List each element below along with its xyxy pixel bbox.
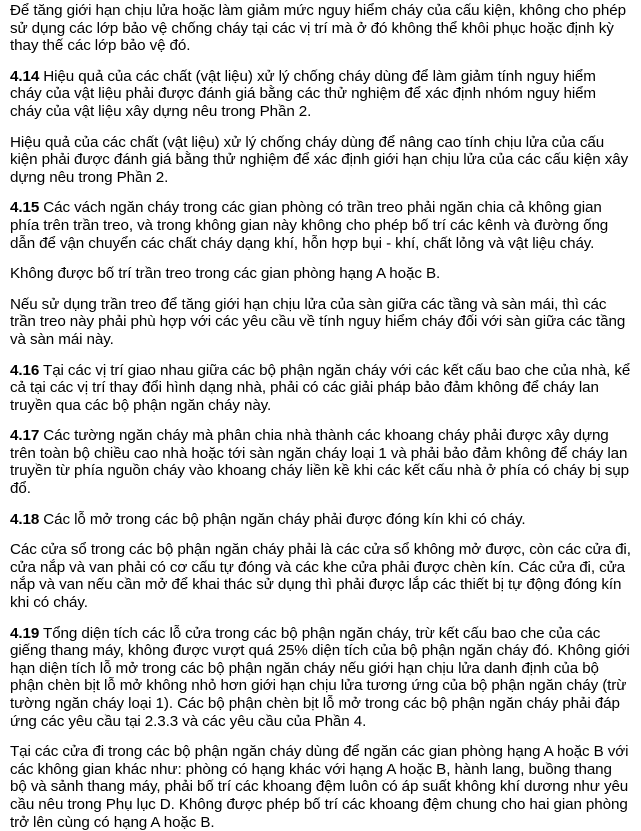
clause-number: 4.16 <box>10 361 40 379</box>
paragraph-text: Các tường ngăn cháy mà phân chia nhà thành các khoang cháy phải được xây dựng trên toàn bộ chiều cao nhà hoặc tới sàn ngăn cháy loại 1 và phải bảo đảm không để cháy lan truyền từ phía nguồn cháy vào khoang cháy liền kề khi các kết cấu nhà ở phía có cháy bị sụp đổ. <box>10 427 629 498</box>
paragraph-4-15 <box>10 199 631 252</box>
paragraph-4-17 <box>10 427 631 497</box>
paragraph-4-19 <box>10 625 631 731</box>
paragraph-text: Các vách ngăn cháy trong các gian phòng có trần treo phải ngăn chia cả không gian phía trên trần treo, và trong không gian này không cho phép bố trí các kênh và đường ống dẫn để vận chuyển các chất cháy dạng khí, hỗn hợp bụi - khí, chất lỏng và vật liệu cháy. <box>10 199 609 252</box>
paragraph-text: Không được bố trí trần treo trong các gian phòng hạng A hoặc B. <box>10 265 441 283</box>
paragraph-12 <box>10 743 631 831</box>
paragraph-4-14 <box>10 68 631 121</box>
paragraph-4-16 <box>10 362 631 415</box>
paragraph-text: Tổng diện tích các lỗ cửa trong các bộ phận ngăn cháy, trừ kết cấu bao che của các giếng thang máy, không được vượt quá 25% diện tích của bộ phận ngăn cháy đó. Không giới hạn diện tích lỗ mở trong các bộ phận ngăn cháy nếu giới hạn chịu lửa danh định của bộ phận chèn bịt lỗ mở không nhỏ hơn giới hạn chịu lửa tương ứng của bộ phận ngăn cháy (trừ tường ngăn cháy loại 1). Các bộ phận chèn bịt lỗ mở trong các bộ phận ngăn cháy phải đáp ứng các yêu cầu tại 2.3.3 và các yêu cầu của Phần 4. <box>10 624 630 730</box>
clause-number: 4.18 <box>10 510 40 528</box>
paragraph-text: Hiệu quả của các chất (vật liệu) xử lý chống cháy dùng để nâng cao tính chịu lửa của cấu kiện phải được đánh giá bằng thử nghiệm để xác định giới hạn chịu lửa của các cấu kiện xây dựng nêu trong Phần 2. <box>10 133 629 186</box>
paragraph-6 <box>10 296 631 349</box>
paragraph-text: Các cửa sổ trong các bộ phận ngăn cháy phải là các cửa sổ không mở được, còn các cửa đi, cửa nắp và van phải có cơ cấu tự đóng và các khe cửa phải được chèn kín. Các cửa đi, cửa nắp và van nếu cần mở để khai thác sử dụng thì phải được lắp các thiết bị tự động đóng kín khi có cháy. <box>10 541 631 612</box>
clause-number: 4.15 <box>10 199 40 217</box>
paragraph-1 <box>10 2 631 55</box>
clause-number: 4.17 <box>10 427 40 445</box>
paragraph-text: Các lỗ mở trong các bộ phận ngăn cháy phải được đóng kín khi có cháy. <box>39 510 526 528</box>
paragraph-text: Nếu sử dụng trần treo để tăng giới hạn chịu lửa của sàn giữa các tầng và sàn mái, thì các trần treo này phải phù hợp với các yêu cầu về tính nguy hiểm cháy đối với sàn giữa các tầng và sàn mái này. <box>10 295 626 348</box>
paragraph-text: Hiệu quả của các chất (vật liệu) xử lý chống cháy dùng để làm giảm tính nguy hiểm cháy của vật liệu phải được đánh giá bằng các thử nghiệm để xác định nhóm nguy hiểm cháy của vật liệu xây dựng nêu trong Phần 2. <box>10 67 596 120</box>
paragraph-5 <box>10 265 631 283</box>
paragraph-3 <box>10 134 631 187</box>
paragraph-4-18 <box>10 511 631 529</box>
paragraph-text: Tại các vị trí giao nhau giữa các bộ phận ngăn cháy với các kết cấu bao che của nhà, kể cả tại các vị trí thay đổi hình dạng nhà, phải có các giải pháp bảo đảm không để cháy lan truyền qua các bộ phận ngăn cháy này. <box>10 361 631 414</box>
paragraph-text: Tại các cửa đi trong các bộ phận ngăn cháy dùng để ngăn các gian phòng hạng A hoặc B với các không gian khác như: phòng có hạng khác với hạng A hoặc B, hành lang, buồng thang bộ và sảnh thang máy, phải bố trí các khoang đệm luôn có áp suất không khí dương như yêu cầu nêu trong Phụ lục D. Không được phép bố trí các khoang đệm chung cho hai gian phòng trở lên cùng có hạng A hoặc B. <box>10 743 629 831</box>
clause-number: 4.14 <box>10 67 40 85</box>
paragraph-text: Để tăng giới hạn chịu lửa hoặc làm giảm mức nguy hiểm cháy của cấu kiện, không cho phép sử dụng các lớp bảo vệ chống cháy tại các vị trí mà ở đó không thể khôi phục hoặc định kỳ thay thế các lớp bảo vệ đó. <box>10 2 626 55</box>
clause-number: 4.19 <box>10 624 40 642</box>
paragraph-10 <box>10 541 631 611</box>
